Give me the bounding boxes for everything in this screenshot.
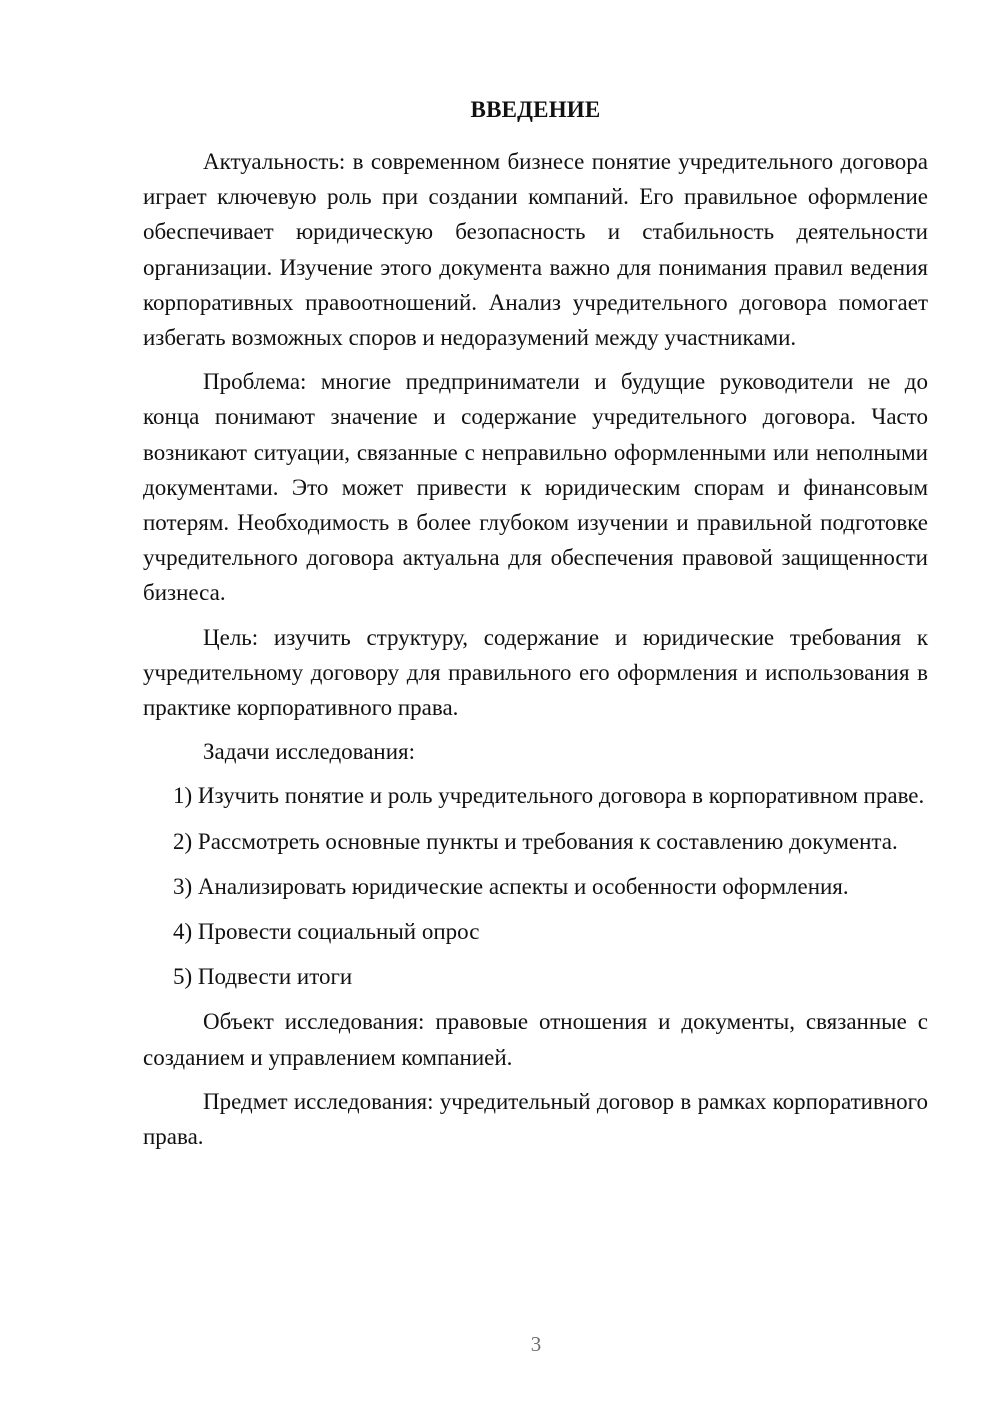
document-page — [143, 92, 928, 1163]
section-title: ВВЕДЕНИЕ — [470, 97, 601, 122]
tasks-heading: Задачи исследования: — [203, 739, 416, 765]
relevance-paragraph: Актуальность: в современном бизнесе понятие учредительного договора играет ключевую роль при создании компаний. Его правильное оформление обеспечивает юридическую безопасность и стабильность деятельности организации. Изучение этого документа важно для понимания правил ведения корпоративных правоотношений. Анализ учредительного договора помогает избегать возможных споров и недоразумений между участниками. — [143, 149, 928, 351]
task-item: 2) Рассмотреть основные пункты и требования к составлению документа. — [173, 828, 898, 854]
subject-paragraph: Предмет исследования: учредительный договор в рамках корпоративного права. — [143, 1088, 928, 1150]
problem-paragraph: Проблема: многие предприниматели и будущие руководители не до конца понимают значение и содержание учредительного договора. Часто возникают ситуации, связанные с неправильно оформленными или неполными документами. Это может привести к юридическим спорам и финансовым потерям. Необходимость в более глубоком изучении и правильной подготовке учредительного договора актуальна для обеспечения правовой защищенности бизнеса. — [143, 369, 928, 606]
page-number: 3 — [530, 1332, 542, 1356]
tasks-list — [143, 778, 928, 994]
task-item: 3) Анализировать юридические аспекты и особенности оформления. — [173, 873, 849, 899]
task-item: 1) Изучить понятие и роль учредительного договора в корпоративном праве. — [173, 783, 925, 809]
object-paragraph: Объект исследования: правовые отношения и документы, связанные с созданием и управлением компанией. — [143, 1009, 928, 1070]
task-item: 4) Провести социальный опрос — [173, 919, 480, 945]
goal-paragraph: Цель: изучить структуру, содержание и юридические требования к учредительному договору для правильного его оформления и использования в практике корпоративного права. — [143, 624, 928, 721]
task-item: 5) Подвести итоги — [173, 964, 353, 990]
